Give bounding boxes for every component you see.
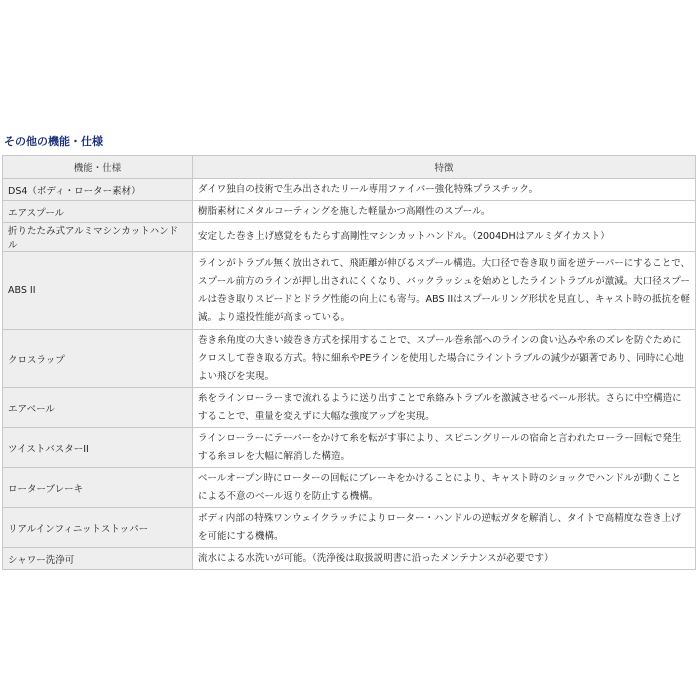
table-row [3,508,696,548]
feature-description: ラインローラーにテーパーをかけて糸を転がす事により、スピニングリールの宿命と言われたローラー回転で発生する糸ヨレを大幅に解消した構造。 [193,428,696,468]
feature-name: リアルインフィニットストッパー [3,508,193,548]
column-header-description: 特徴 [193,156,696,179]
feature-name: DS4（ボディ・ローター素材） [3,179,193,201]
feature-description: ダイワ独自の技術で生み出されたリール専用ファイバー強化特殊プラスチック。 [193,179,696,201]
feature-description: 流水による水洗いが可能。（洗浄後は取扱説明書に沿ったメンテナンスが必要です） [193,548,696,570]
table-header-row [3,156,696,179]
table-row [3,548,696,570]
feature-description: 巻き糸角度の大きい綾巻き方式を採用することで、スプール巻糸部へのラインの食い込みや糸のズレを防ぐためにクロスして巻き取る方式。特に細糸やPEラインを使用した場合にライントラブルの減少が顕著であり、同時に心地よい飛びを実現。 [193,330,696,388]
feature-description: ボディ内部の特殊ワンウェイクラッチによりローター・ハンドルの逆転ガタを解消し、タイトで高精度な巻き上げを可能にする機構。 [193,508,696,548]
feature-name: エアスプール [3,201,193,223]
table-row [3,468,696,508]
feature-name: エアベール [3,388,193,428]
table-row [3,201,696,223]
table-row [3,428,696,468]
table-row [3,223,696,252]
table-row [3,252,696,330]
table-row [3,388,696,428]
column-header-feature: 機能・仕様 [3,156,193,179]
spec-table [2,155,696,570]
feature-description: 安定した巻き上げ感覚をもたらす高剛性マシンカットハンドル。（2004DHはアルミダイカスト） [193,223,696,252]
feature-description: 糸をラインローラーまで流れるように送り出すことで糸絡みトラブルを激減させるベール形状。さらに中空構造にすることで、重量を変えずに大幅な強度アップを実現。 [193,388,696,428]
feature-name: 折りたたみ式アルミマシンカットハンドル [3,223,193,252]
feature-name: シャワー洗浄可 [3,548,193,570]
feature-name: ツイストバスターII [3,428,193,468]
feature-description: 樹脂素材にメタルコーティングを施した軽量かつ高剛性のスプール。 [193,201,696,223]
feature-description: ラインがトラブル無く放出されて、飛距離が伸びるスプール構造。大口径で巻き取り面を逆テーパーにすることで、スプール前方のラインが押し出されにくくなり、バックラッシュを始めとしたライントラブルが激減。大口径スプールは巻き取りスピードとドラグ性能の向上にも寄与。ABS IIはスプールリング形状を見直し、キャスト時の抵抗を軽減。より遠投性能が高まっている。 [193,252,696,330]
section-title: その他の機能・仕様 [4,135,103,148]
feature-name: ローターブレーキ [3,468,193,508]
feature-description: ベールオープン時にローターの回転にブレーキをかけることにより、キャスト時のショックでハンドルが動くことによる不意のベール返りを防止する機構。 [193,468,696,508]
table-row [3,330,696,388]
feature-name: ABS II [3,252,193,330]
feature-name: クロスラップ [3,330,193,388]
table-row [3,179,696,201]
